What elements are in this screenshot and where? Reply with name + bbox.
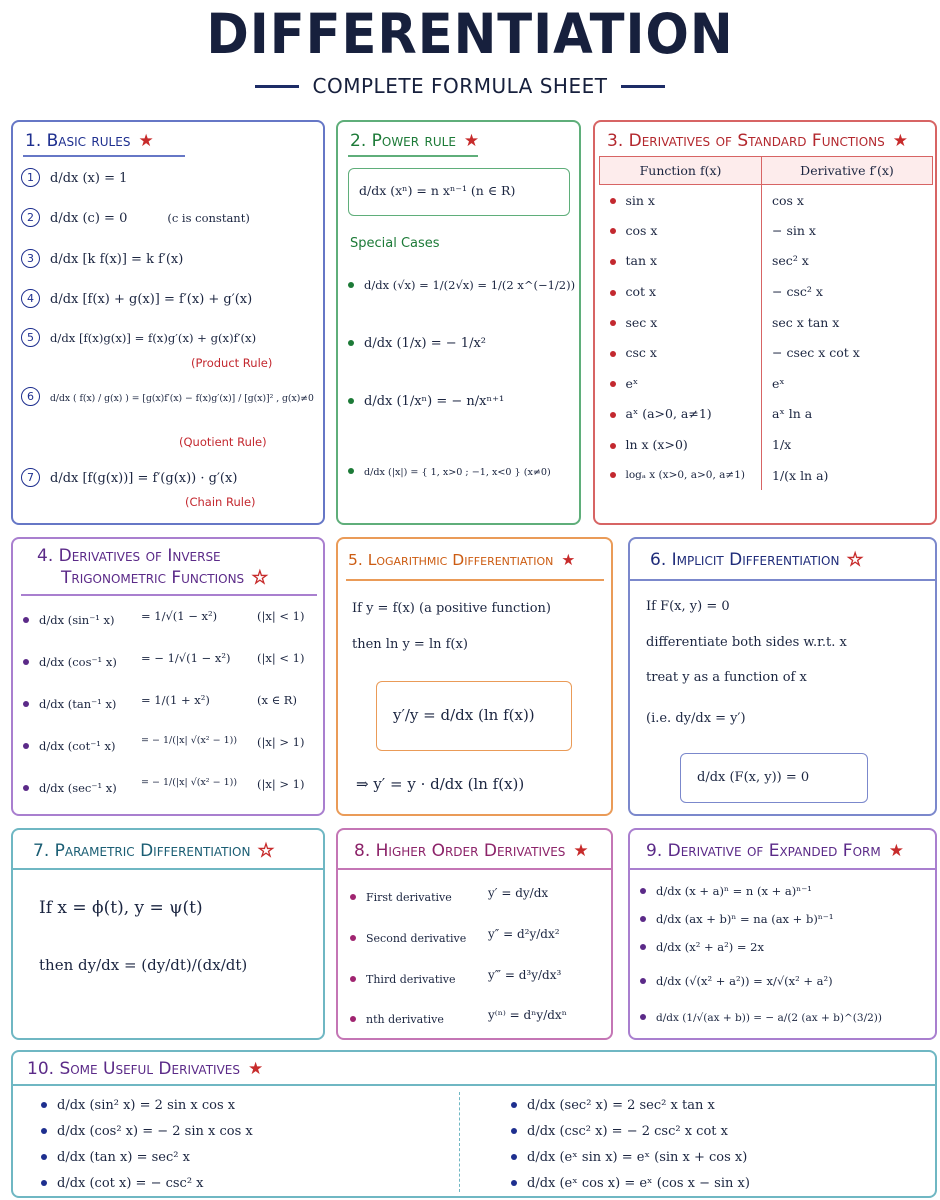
expanded-formula: d/dx (x² + a²) = 2x — [656, 940, 764, 954]
title-underline — [23, 155, 185, 157]
star-outline-icon: ★ — [252, 568, 268, 588]
star-icon: ★ — [463, 131, 480, 151]
function-cell: eˣ — [600, 368, 762, 399]
section-implicit — [628, 537, 937, 816]
higher-row — [350, 927, 466, 946]
circled-number-icon: 5 — [21, 328, 40, 347]
bullet-dot-icon — [23, 701, 29, 707]
table-row — [600, 276, 933, 307]
inverse-condition: (|x| > 1) — [257, 777, 305, 791]
section-title — [646, 840, 904, 862]
special-case-formula: d/dx (1/x) = − 1/x² — [364, 336, 486, 351]
circled-number-icon: 1 — [21, 168, 40, 187]
bullet-dot-icon — [640, 944, 646, 950]
parametric-line-2: then dy/dx = (dy/dt)/(dx/dt) — [39, 956, 248, 974]
column-divider — [459, 1092, 460, 1192]
star-icon: ★ — [561, 551, 576, 569]
section-title-text: 1. Basic rules — [25, 131, 131, 151]
useful-formula: d/dx (eˣ cos x) = eˣ (cos x − sin x) — [527, 1176, 750, 1191]
section-parametric — [11, 828, 325, 1040]
title-underline — [630, 868, 935, 870]
section-logarithmic — [336, 537, 613, 816]
section-title-text: 8. Higher Order Derivatives — [354, 841, 566, 861]
circled-number-icon: 4 — [21, 289, 40, 308]
bullet-dot-icon — [41, 1154, 47, 1160]
subtitle-rule-left — [255, 85, 299, 88]
bullet-dot-icon — [348, 398, 354, 404]
useful-left-row — [41, 1094, 235, 1113]
higher-formula: y′ = dy/dx — [488, 886, 549, 900]
special-case-item — [348, 332, 486, 351]
section-title-text: 7. Parametric Differentiation — [33, 841, 251, 861]
log-line-2: then ln y = ln f(x) — [352, 637, 468, 652]
log-result: ⇒ y′ = y · d/dx (ln f(x)) — [356, 775, 525, 793]
section-standard-functions — [593, 120, 937, 525]
rule-item — [21, 386, 314, 406]
title-underline — [21, 594, 317, 596]
inverse-condition: (|x| < 1) — [257, 651, 305, 665]
useful-formula: d/dx (csc² x) = − 2 csc² x cot x — [527, 1124, 728, 1139]
star-icon: ★ — [247, 1059, 264, 1079]
inverse-condition: (|x| < 1) — [257, 609, 305, 623]
derivative-cell: − sin x — [772, 222, 816, 238]
circled-number-icon: 6 — [21, 387, 40, 406]
rule-item — [21, 207, 250, 227]
page-title: DIFFERENTIATION — [206, 2, 734, 66]
bullet-dot-icon — [350, 976, 356, 982]
inverse-row — [23, 609, 115, 628]
expanded-row — [640, 936, 764, 955]
higher-row — [350, 886, 452, 905]
section-title — [650, 549, 863, 571]
special-case-formula: d/dx (|x|) = { 1, x>0 ; −1, x<0 } (x≠0) — [364, 467, 551, 478]
rule-item — [21, 327, 256, 347]
page-subtitle — [250, 70, 670, 102]
bullet-dot-icon — [610, 443, 616, 449]
bullet-dot-icon — [610, 290, 616, 296]
function-cell: csc x — [600, 337, 762, 368]
bullet-dot-icon — [23, 617, 29, 623]
section-title — [607, 130, 908, 152]
title-underline — [348, 155, 478, 157]
title-underline — [13, 1084, 935, 1086]
section-title-line1: 4. Derivatives of Inverse — [37, 546, 221, 566]
section-title — [354, 840, 589, 862]
inverse-lhs: d/dx (tan⁻¹ x) — [39, 697, 117, 711]
star-icon: ★ — [892, 131, 908, 151]
chain-rule-note: (Chain Rule) — [185, 495, 256, 509]
rule-formula: d/dx [k f(x)] = k f′(x) — [50, 252, 184, 267]
useful-right-row — [511, 1172, 750, 1191]
inverse-rhs: = 1/√(1 − x²) — [141, 609, 218, 623]
derivative-cell: 1/x — [772, 437, 792, 453]
bullet-dot-icon — [23, 785, 29, 791]
bullet-dot-icon — [41, 1180, 47, 1186]
bullet-dot-icon — [610, 228, 616, 234]
section-title — [348, 549, 575, 571]
inverse-row — [23, 651, 117, 670]
title-underline — [630, 579, 935, 581]
bullet-dot-icon — [640, 916, 646, 922]
function-cell: sec x — [600, 307, 762, 338]
section-title — [25, 130, 154, 152]
inverse-rhs: = 1/(1 + x²) — [141, 693, 210, 707]
special-case-item — [348, 274, 575, 293]
useful-formula: d/dx (sec² x) = 2 sec² x tan x — [527, 1098, 715, 1113]
derivative-cell: 1/(x ln a) — [772, 467, 829, 483]
section-title — [61, 567, 267, 589]
special-case-formula: d/dx (1/xⁿ) = − n/xⁿ⁺¹ — [364, 394, 505, 409]
rule-item — [21, 248, 183, 268]
useful-left-row — [41, 1172, 204, 1191]
higher-label: First derivative — [366, 891, 452, 904]
function-cell: tan x — [600, 246, 762, 277]
derivative-cell: eˣ — [772, 375, 785, 391]
inverse-lhs: d/dx (sec⁻¹ x) — [39, 781, 117, 795]
star-icon: ★ — [573, 841, 589, 861]
bullet-dot-icon — [350, 1016, 356, 1022]
bullet-dot-icon — [610, 259, 616, 265]
expanded-row — [640, 970, 833, 989]
section-title-text: Trigonometric Functions — [61, 568, 245, 588]
expanded-formula: d/dx (ax + b)ⁿ = na (ax + b)ⁿ⁻¹ — [656, 912, 834, 926]
implicit-line-3: treat y as a function of x — [646, 670, 807, 685]
rule-note: (c is constant) — [167, 211, 250, 225]
power-rule-formula: d/dx (xⁿ) = n xⁿ⁻¹ (n ∈ R) — [359, 183, 516, 198]
function-cell: cot x — [600, 276, 762, 307]
bullet-dot-icon — [610, 472, 616, 478]
rule-formula: d/dx ( f(x) / g(x) ) = [g(x)f′(x) − f(x)g′(x)] / [g(x)]² , g(x)≠0 — [50, 393, 314, 404]
implicit-line-4: (i.e. dy/dx = y′) — [646, 711, 746, 726]
useful-formula: d/dx (sin² x) = 2 sin x cos x — [57, 1098, 236, 1113]
table-row — [600, 337, 933, 368]
section-higher-order — [336, 828, 613, 1040]
useful-formula: d/dx (eˣ sin x) = eˣ (sin x + cos x) — [527, 1150, 748, 1165]
title-underline — [346, 579, 604, 581]
inverse-condition: (x ∈ R) — [257, 693, 297, 707]
higher-row — [350, 968, 456, 987]
section-title-text: 9. Derivative of Expanded Form — [646, 841, 881, 861]
section-title — [27, 1058, 263, 1080]
function-cell: sin x — [600, 185, 762, 216]
subtitle-text: COMPLETE FORMULA SHEET — [312, 74, 608, 98]
parametric-line-1: If x = ϕ(t), y = ψ(t) — [39, 898, 203, 918]
derivative-cell: aˣ ln a — [772, 406, 813, 422]
useful-right-row — [511, 1094, 715, 1113]
higher-label: Third derivative — [366, 973, 456, 986]
section-title-text: 5. Logarithmic Differentiation — [348, 551, 554, 569]
table-row — [600, 215, 933, 246]
star-outline-icon: ★ — [258, 841, 274, 861]
table-header-derivative: Derivative f′(x) — [762, 157, 933, 185]
useful-left-row — [41, 1146, 190, 1165]
star-outline-icon: ★ — [847, 550, 863, 570]
star-icon: ★ — [888, 841, 904, 861]
bullet-dot-icon — [511, 1102, 517, 1108]
bullet-dot-icon — [41, 1128, 47, 1134]
inverse-rhs: = − 1/(|x| √(x² − 1)) — [141, 735, 238, 746]
bullet-dot-icon — [610, 381, 616, 387]
implicit-boxed-text: d/dx (F(x, y)) = 0 — [697, 770, 810, 785]
circled-number-icon: 3 — [21, 249, 40, 268]
useful-formula: d/dx (cos² x) = − 2 sin x cos x — [57, 1124, 253, 1139]
bullet-dot-icon — [640, 888, 646, 894]
circled-number-icon: 7 — [21, 468, 40, 487]
higher-label: nth derivative — [366, 1013, 444, 1026]
rule-item — [21, 167, 127, 187]
implicit-line-1: If F(x, y) = 0 — [646, 599, 730, 614]
derivative-cell: − csec x cot x — [772, 345, 860, 361]
function-cell: ln x (x>0) — [600, 429, 762, 460]
expanded-formula: d/dx (x + a)ⁿ = n (x + a)ⁿ⁻¹ — [656, 884, 812, 898]
subtitle-rule-right — [621, 85, 665, 88]
useful-formula: d/dx (cot x) = − csc² x — [57, 1176, 204, 1191]
inverse-rhs: = − 1/(|x| √(x² − 1)) — [141, 777, 238, 788]
bullet-dot-icon — [610, 412, 616, 418]
table-row — [600, 246, 933, 277]
section-title-text: 6. Implicit Differentiation — [650, 550, 840, 570]
log-boxed-formula — [376, 681, 572, 751]
inverse-lhs: d/dx (cot⁻¹ x) — [39, 739, 116, 753]
derivative-cell: − csc² x — [772, 284, 823, 300]
rule-formula: d/dx (x) = 1 — [50, 171, 128, 186]
special-case-formula: d/dx (√x) = 1/(2√x) = 1/(2 x^(−1/2)) — [364, 278, 576, 292]
special-case-item — [348, 390, 504, 409]
bullet-dot-icon — [640, 978, 646, 984]
inverse-lhs: d/dx (cos⁻¹ x) — [39, 655, 117, 669]
higher-row — [350, 1008, 444, 1027]
inverse-row — [23, 735, 116, 754]
bullet-dot-icon — [640, 1014, 646, 1020]
section-basic-rules — [11, 120, 325, 525]
section-useful — [11, 1050, 937, 1198]
useful-formula: d/dx (tan x) = sec² x — [57, 1150, 190, 1165]
standard-functions-table — [599, 156, 933, 490]
implicit-line-2: differentiate both sides w.r.t. x — [646, 635, 847, 650]
special-case-item — [348, 460, 551, 479]
bullet-dot-icon — [348, 282, 354, 288]
derivative-cell: cos x — [772, 192, 804, 208]
title-underline — [13, 868, 323, 870]
bullet-dot-icon — [511, 1180, 517, 1186]
rule-item — [21, 288, 252, 308]
function-cell: logₐ x (x>0, a>0, a≠1) — [600, 460, 762, 491]
star-icon: ★ — [138, 131, 154, 151]
section-expanded-form — [628, 828, 937, 1040]
expanded-row — [640, 908, 833, 927]
higher-formula: y‴ = d³y/dx³ — [488, 968, 562, 982]
derivative-cell: sec² x — [772, 253, 809, 269]
table-row — [600, 429, 933, 460]
inverse-row — [23, 693, 116, 712]
rule-formula: d/dx [f(x)g(x)] = f(x)g′(x) + g(x)f′(x) — [50, 331, 257, 345]
derivative-cell: sec x tan x — [772, 314, 840, 330]
expanded-formula: d/dx (√(x² + a²)) = x/√(x² + a²) — [656, 974, 833, 988]
power-rule-box — [348, 168, 570, 216]
circled-number-icon: 2 — [21, 208, 40, 227]
log-line-1: If y = f(x) (a positive function) — [352, 601, 551, 616]
inverse-condition: (|x| > 1) — [257, 735, 305, 749]
product-rule-note: (Product Rule) — [191, 356, 273, 370]
bullet-dot-icon — [348, 340, 354, 346]
rule-formula: d/dx [f(x) + g(x)] = f′(x) + g′(x) — [50, 292, 253, 307]
table-row — [600, 307, 933, 338]
table-row — [600, 399, 933, 430]
rule-item — [21, 467, 237, 487]
rule-formula: d/dx (c) = 0 — [50, 211, 128, 226]
section-title-text: 10. Some Useful Derivatives — [27, 1059, 240, 1079]
useful-right-row — [511, 1120, 728, 1139]
higher-label: Second derivative — [366, 932, 467, 945]
log-boxed-text: y′/y = d/dx (ln f(x)) — [393, 706, 535, 724]
bullet-dot-icon — [610, 351, 616, 357]
section-title-text: 3. Derivatives of Standard Functions — [607, 131, 885, 151]
inverse-row — [23, 777, 117, 796]
bullet-dot-icon — [610, 198, 616, 204]
title-underline — [338, 868, 611, 870]
section-title — [33, 840, 274, 862]
bullet-dot-icon — [41, 1102, 47, 1108]
inverse-lhs: d/dx (sin⁻¹ x) — [39, 613, 115, 627]
table-row — [600, 368, 933, 399]
higher-formula: y″ = d²y/dx² — [488, 927, 560, 941]
bullet-dot-icon — [350, 894, 356, 900]
bullet-dot-icon — [348, 468, 354, 474]
implicit-boxed-formula — [680, 753, 868, 803]
table-row — [600, 185, 933, 216]
table-row — [600, 460, 933, 491]
quotient-rule-note: (Quotient Rule) — [179, 435, 267, 449]
useful-right-row — [511, 1146, 747, 1165]
section-inverse-trig — [11, 537, 325, 816]
inverse-rhs: = − 1/√(1 − x²) — [141, 651, 231, 665]
expanded-formula: d/dx (1/√(ax + b)) = − a/(2 (ax + b)^(3/2)) — [656, 1012, 882, 1024]
function-cell: cos x — [600, 215, 762, 246]
section-title — [350, 130, 479, 152]
section-title-text: 2. Power rule — [350, 131, 456, 151]
higher-formula: y⁽ⁿ⁾ = dⁿy/dxⁿ — [488, 1008, 567, 1022]
section-power-rule — [336, 120, 581, 525]
bullet-dot-icon — [350, 935, 356, 941]
bullet-dot-icon — [610, 320, 616, 326]
bullet-dot-icon — [511, 1128, 517, 1134]
useful-left-row — [41, 1120, 253, 1139]
bullet-dot-icon — [23, 659, 29, 665]
expanded-row — [640, 880, 812, 899]
rule-formula: d/dx [f(g(x))] = f′(g(x)) · g′(x) — [50, 471, 238, 486]
expanded-row — [640, 1006, 882, 1025]
table-header-function: Function f(x) — [600, 157, 762, 185]
function-cell: aˣ (a>0, a≠1) — [600, 399, 762, 430]
bullet-dot-icon — [23, 743, 29, 749]
bullet-dot-icon — [511, 1154, 517, 1160]
special-cases-heading: Special Cases — [350, 236, 440, 251]
